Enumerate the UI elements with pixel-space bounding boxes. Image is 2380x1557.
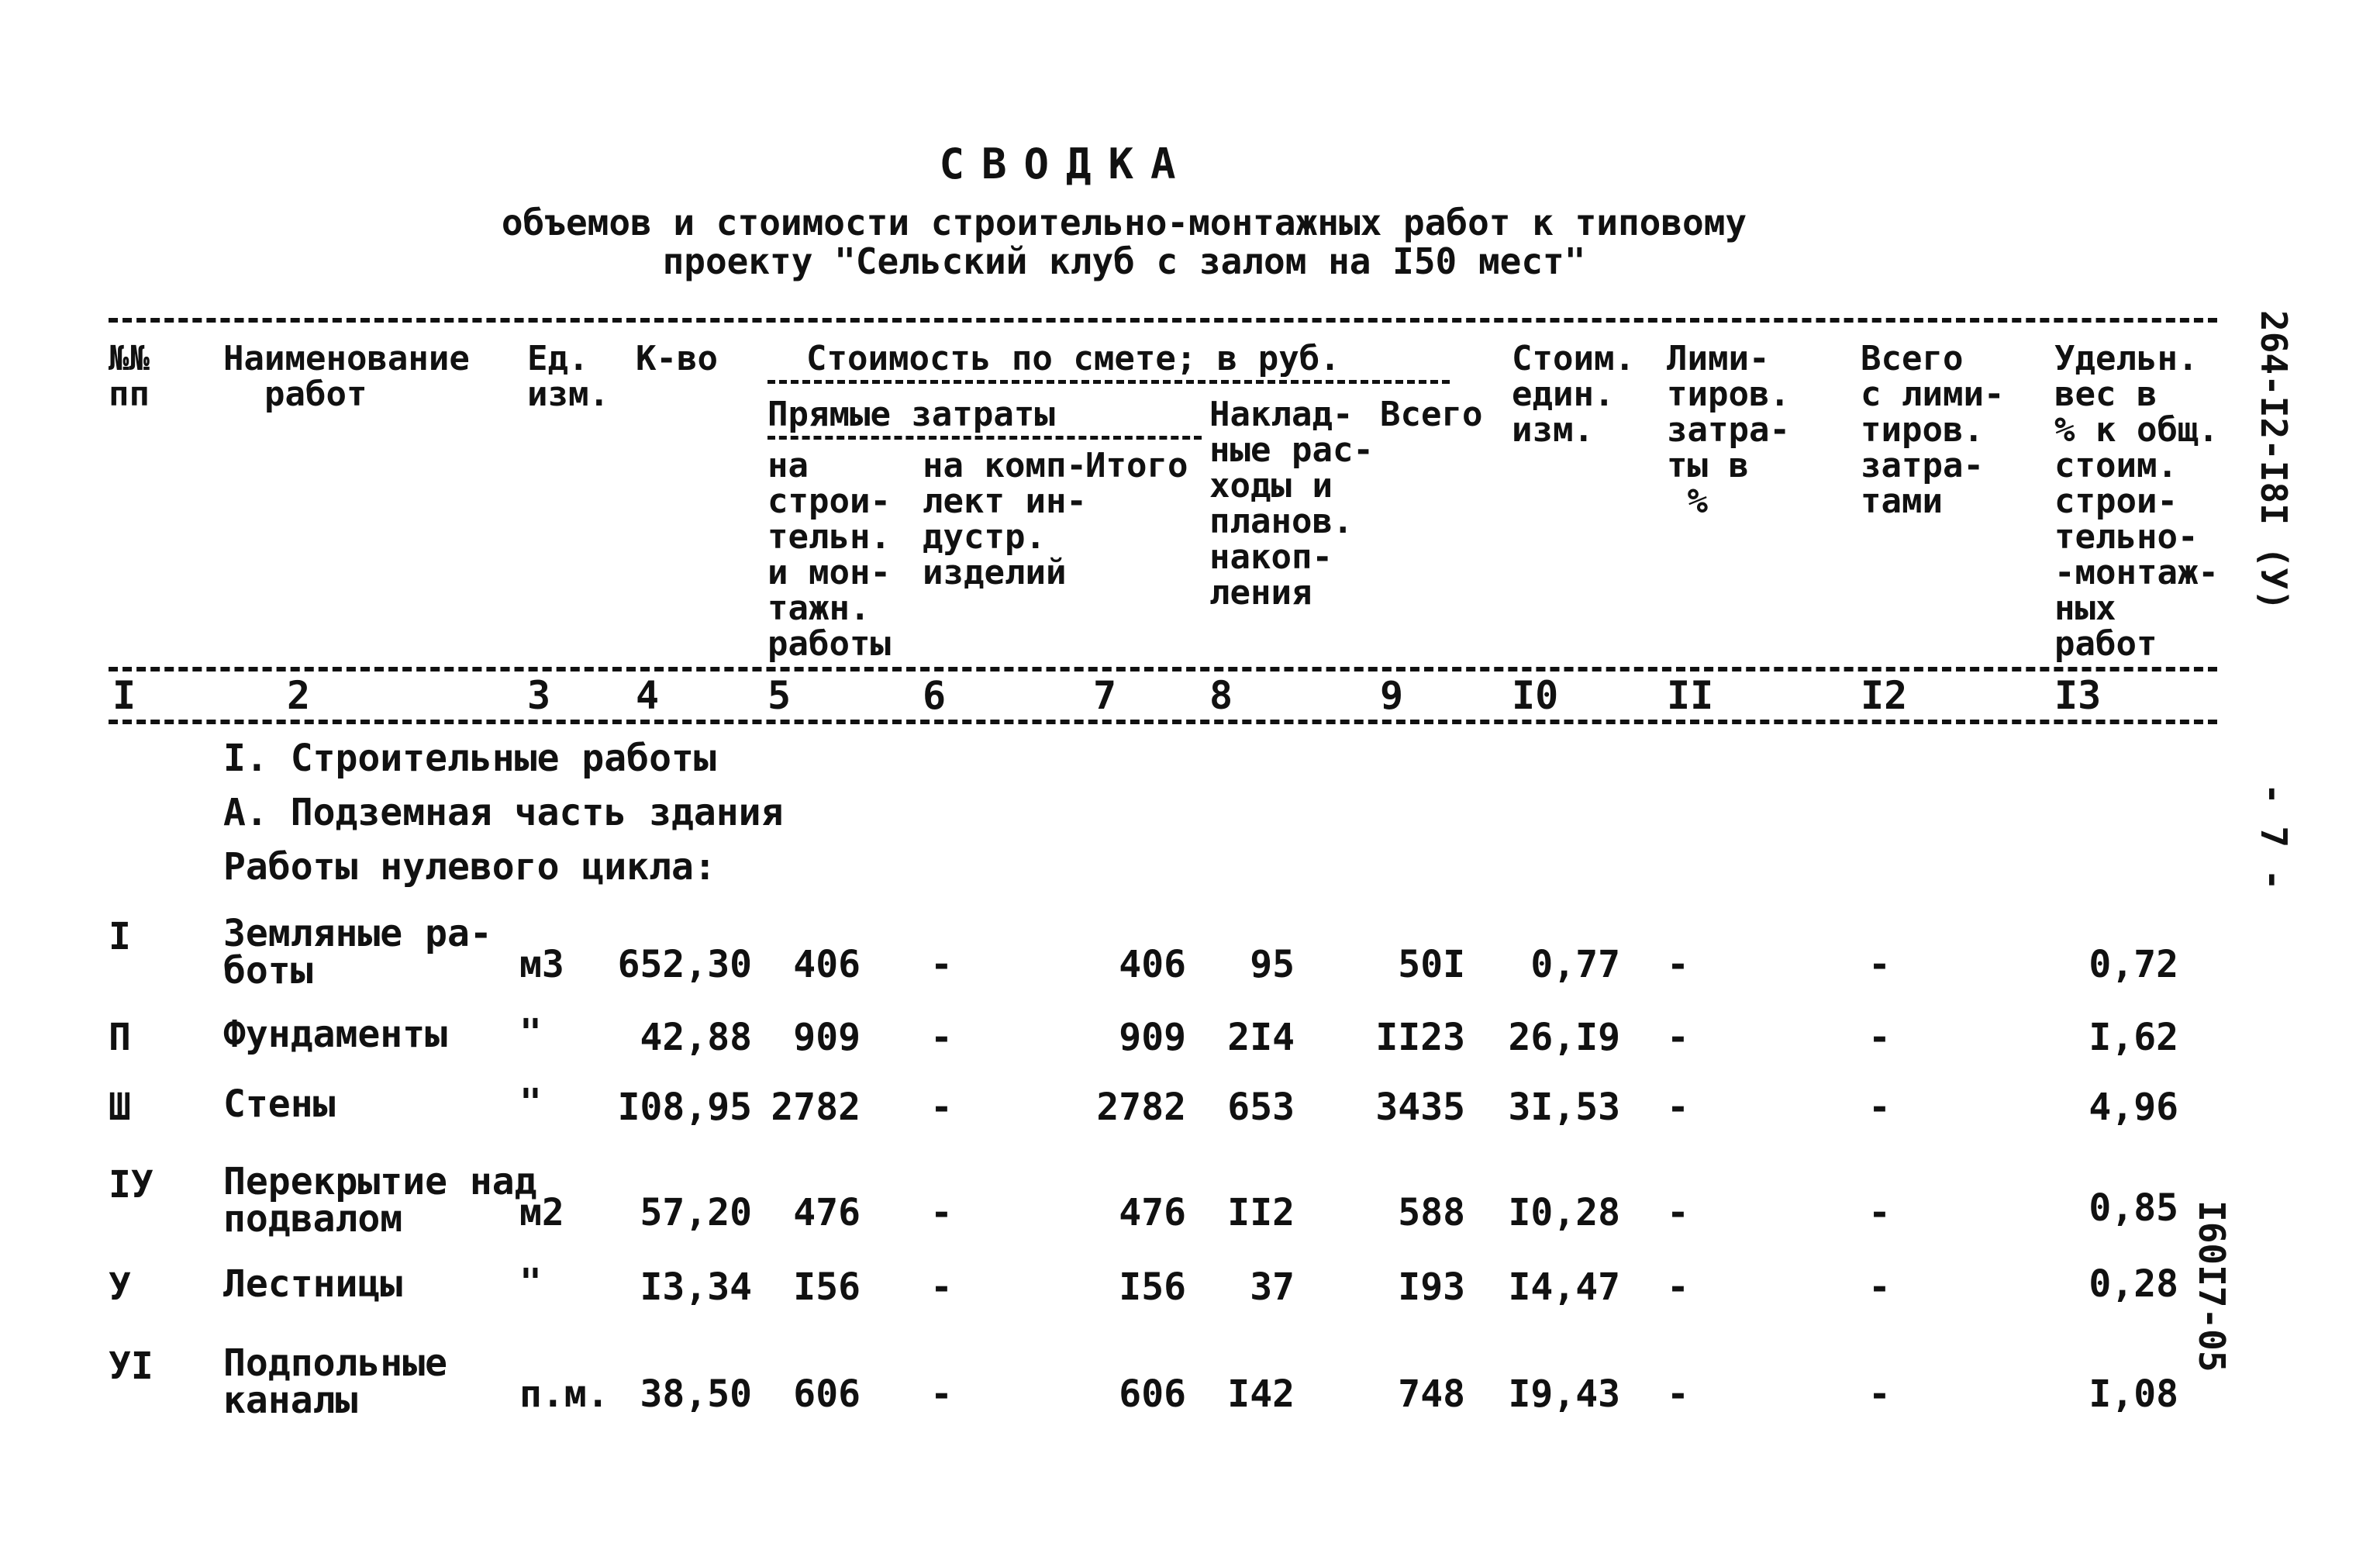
header-col-work-name: Наименование работ <box>223 339 470 414</box>
row-construction-cost: 2782 <box>771 1086 861 1129</box>
row-unit: " <box>519 1261 542 1304</box>
row-construction-cost: 909 <box>793 1016 861 1059</box>
row-subtotal: I56 <box>1119 1265 1186 1309</box>
row-limited-costs: - <box>1667 1372 1689 1416</box>
row-share-percent: I,08 <box>2089 1372 2178 1416</box>
section-title-zero-cycle: Работы нулевого цикла: <box>223 845 716 889</box>
column-number-10: I0 <box>1512 673 1559 718</box>
row-total: 748 <box>1398 1372 1465 1416</box>
row-quantity: I08,95 <box>617 1086 752 1129</box>
row-industrial-set-cost: - <box>930 1372 953 1416</box>
row-construction-cost: 476 <box>793 1191 861 1234</box>
row-limited-costs: - <box>1667 1016 1689 1059</box>
header-direct-costs-group: Прямые затраты <box>767 395 1055 434</box>
row-limited-costs: - <box>1667 1086 1689 1129</box>
row-unit-cost: I4,47 <box>1508 1265 1620 1309</box>
document-subtitle <box>0 203 2248 281</box>
column-number-7: 7 <box>1093 673 1117 718</box>
row-total: 50I <box>1398 943 1465 986</box>
row-subtotal: 406 <box>1119 943 1186 986</box>
header-col-industrial-set: на комп- лект ин- дустр. изделий <box>923 446 1087 592</box>
row-subtotal: 476 <box>1119 1191 1186 1234</box>
table-top-rule <box>109 318 2217 323</box>
row-industrial-set-cost: - <box>930 1016 953 1059</box>
row-total: I93 <box>1398 1265 1465 1309</box>
row-total-with-limited: - <box>1868 943 1891 986</box>
header-col-number: №№ пп <box>109 339 150 414</box>
row-total: II23 <box>1375 1016 1465 1059</box>
row-overhead: 37 <box>1250 1265 1295 1309</box>
row-work-name: Стены <box>223 1082 336 1126</box>
row-number: Ш <box>109 1086 131 1129</box>
column-number-12: I2 <box>1861 673 1908 718</box>
row-share-percent: 0,28 <box>2089 1262 2178 1306</box>
section-title-underground: А. Подземная часть здания <box>223 791 784 834</box>
row-unit-cost: I0,28 <box>1508 1191 1620 1234</box>
row-total-with-limited: - <box>1868 1191 1891 1234</box>
header-col-unit: Ед. изм. <box>527 339 609 414</box>
row-share-percent: I,62 <box>2089 1016 2178 1059</box>
row-number: I <box>109 915 131 958</box>
header-col-subtotal: Итого <box>1085 446 1188 485</box>
row-industrial-set-cost: - <box>930 1086 953 1129</box>
column-number-11: II <box>1667 673 1714 718</box>
row-share-percent: 4,96 <box>2089 1086 2178 1129</box>
row-unit-cost: 3I,53 <box>1508 1086 1620 1129</box>
table-row <box>0 1341 2248 1422</box>
column-number-5: 5 <box>767 673 792 718</box>
cost-group-rule <box>767 380 1450 384</box>
sheet-code: I60I7-05 <box>2191 1200 2233 1372</box>
row-quantity: 42,88 <box>640 1016 752 1059</box>
header-cost-group: Стоимость по смете; в руб. <box>806 339 1340 378</box>
column-number-13: I3 <box>2054 673 2102 718</box>
row-quantity: 652,30 <box>617 943 752 986</box>
table-row <box>0 1011 2248 1093</box>
row-construction-cost: 406 <box>793 943 861 986</box>
header-col-unit-cost: Стоим. един. изм. <box>1512 339 1635 450</box>
row-construction-cost: 606 <box>793 1372 861 1416</box>
table-row <box>0 1081 2248 1163</box>
document-title: СВОДКА <box>939 140 1193 188</box>
row-total: 3435 <box>1375 1086 1465 1129</box>
row-subtotal: 909 <box>1119 1016 1186 1059</box>
column-number-4: 4 <box>636 673 660 718</box>
header-col-share-percent: Удельн. вес в % к общ. стоим. строи- тельно- -монтаж- ных работ <box>2054 339 2219 664</box>
row-number: П <box>109 1016 131 1059</box>
column-number-1: I <box>112 673 136 718</box>
row-number: IУ <box>109 1163 153 1207</box>
row-unit: м2 <box>519 1191 564 1234</box>
column-numbers-rule <box>109 720 2217 724</box>
row-work-name: Лестницы <box>223 1262 403 1306</box>
column-number-6: 6 <box>923 673 947 718</box>
row-industrial-set-cost: - <box>930 1191 953 1234</box>
row-unit: п.м. <box>519 1372 609 1416</box>
row-limited-costs: - <box>1667 1265 1689 1309</box>
direct-costs-rule <box>767 436 1202 440</box>
row-share-percent: 0,85 <box>2089 1186 2178 1230</box>
row-overhead: 95 <box>1250 943 1295 986</box>
row-quantity: 38,50 <box>640 1372 752 1416</box>
row-unit: м3 <box>519 943 564 986</box>
row-industrial-set-cost: - <box>930 1265 953 1309</box>
header-col-construction: на строи- тельн. и мон- тажн. работы <box>767 446 891 664</box>
header-col-total: Всего <box>1380 395 1483 434</box>
row-overhead: 2I4 <box>1227 1016 1295 1059</box>
row-limited-costs: - <box>1667 943 1689 986</box>
row-total-with-limited: - <box>1868 1372 1891 1416</box>
subtitle-line-1: объемов и стоимости строительно-монтажных работ к типовому <box>501 202 1747 243</box>
row-industrial-set-cost: - <box>930 943 953 986</box>
row-total-with-limited: - <box>1868 1016 1891 1059</box>
row-total-with-limited: - <box>1868 1265 1891 1309</box>
row-subtotal: 606 <box>1119 1372 1186 1416</box>
row-number: У <box>109 1265 131 1309</box>
row-number: УI <box>109 1345 153 1388</box>
header-col-limited-costs: Лими- тиров. затра- ты в % <box>1667 339 1790 521</box>
row-overhead: I42 <box>1227 1372 1295 1416</box>
row-work-name: Земляные ра- боты <box>223 912 492 993</box>
header-col-quantity: К-во <box>636 339 718 378</box>
table-row <box>0 1160 2248 1241</box>
row-share-percent: 0,72 <box>2089 943 2178 986</box>
row-limited-costs: - <box>1667 1191 1689 1234</box>
section-title-construction: I. Строительные работы <box>223 737 716 780</box>
page-number: - 7 - <box>2253 783 2295 891</box>
column-number-3: 3 <box>527 673 551 718</box>
project-code: 264-I2-I8I (У) <box>2253 310 2295 611</box>
row-work-name: Фундаменты <box>223 1013 447 1056</box>
table-row <box>0 1261 2248 1343</box>
row-overhead: II2 <box>1227 1191 1295 1234</box>
row-quantity: 57,20 <box>640 1191 752 1234</box>
row-unit: " <box>519 1011 542 1055</box>
header-col-total-with-limited: Всего с лими- тиров. затра- тами <box>1861 339 2005 521</box>
row-overhead: 653 <box>1227 1086 1295 1129</box>
row-work-name: Подпольные каналы <box>223 1341 447 1422</box>
header-col-overhead: Наклад- ные рас- ходы и планов. накоп- ления <box>1209 395 1374 613</box>
row-quantity: I3,34 <box>640 1265 752 1309</box>
column-number-8: 8 <box>1209 673 1233 718</box>
row-unit-cost: I9,43 <box>1508 1372 1620 1416</box>
row-work-name: Перекрытие над подвалом <box>223 1160 537 1241</box>
subtitle-line-2: проекту "Сельский клуб с залом на I50 мест" <box>662 240 1586 282</box>
row-unit: " <box>519 1081 542 1124</box>
header-bottom-rule <box>109 667 2217 671</box>
row-unit-cost: 26,I9 <box>1508 1016 1620 1059</box>
column-number-9: 9 <box>1380 673 1404 718</box>
table-row <box>0 912 2248 993</box>
row-unit-cost: 0,77 <box>1530 943 1620 986</box>
row-total: 588 <box>1398 1191 1465 1234</box>
row-construction-cost: I56 <box>793 1265 861 1309</box>
row-total-with-limited: - <box>1868 1086 1891 1129</box>
row-subtotal: 2782 <box>1096 1086 1186 1129</box>
column-number-2: 2 <box>287 673 311 718</box>
